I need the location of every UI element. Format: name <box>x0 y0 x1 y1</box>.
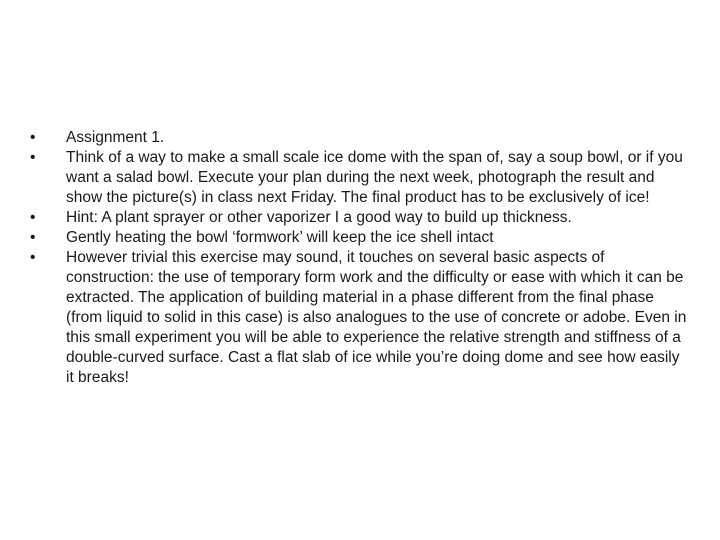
bullet-text: Hint: A plant sprayer or other vaporizer I a good way to build up thickness. <box>66 209 572 226</box>
bullet-item-explanation <box>24 248 688 388</box>
bullet-marker-icon <box>24 248 44 268</box>
bullet-item-hint <box>24 208 688 228</box>
bullet-item-instructions <box>24 148 688 208</box>
bullet-item-heating <box>24 228 688 248</box>
bullet-marker-icon <box>24 148 44 168</box>
bullet-list <box>24 128 688 388</box>
bullet-text: Think of a way to make a small scale ice dome with the span of, say a soup bowl, or if you want a salad bowl. Execute your plan during the next week, photograph the result and show the picture(s) in class next Friday. The final product has to be exclusively of ice! <box>66 149 683 206</box>
bullet-marker-icon <box>24 208 44 228</box>
bullet-text: Assignment 1. <box>66 129 165 146</box>
bullet-text: However trivial this exercise may sound, it touches on several basic aspects of construction: the use of temporary form work and the difficulty or ease with which it can be extracted. The application of building material in a phase different from the final phase (from liquid to solid in this case) is also analogues to the use of concrete or adobe. Even in this small experiment you will be able to experience the relative strength and stiffness of a double-curved surface. Cast a flat slab of ice while you’re doing dome and see how easily it breaks! <box>66 249 687 386</box>
bullet-marker-icon <box>24 128 44 148</box>
bullet-item-assignment <box>24 128 688 148</box>
bullet-marker-icon <box>24 228 44 248</box>
bullet-text: Gently heating the bowl ‘formwork’ will keep the ice shell intact <box>66 229 494 246</box>
